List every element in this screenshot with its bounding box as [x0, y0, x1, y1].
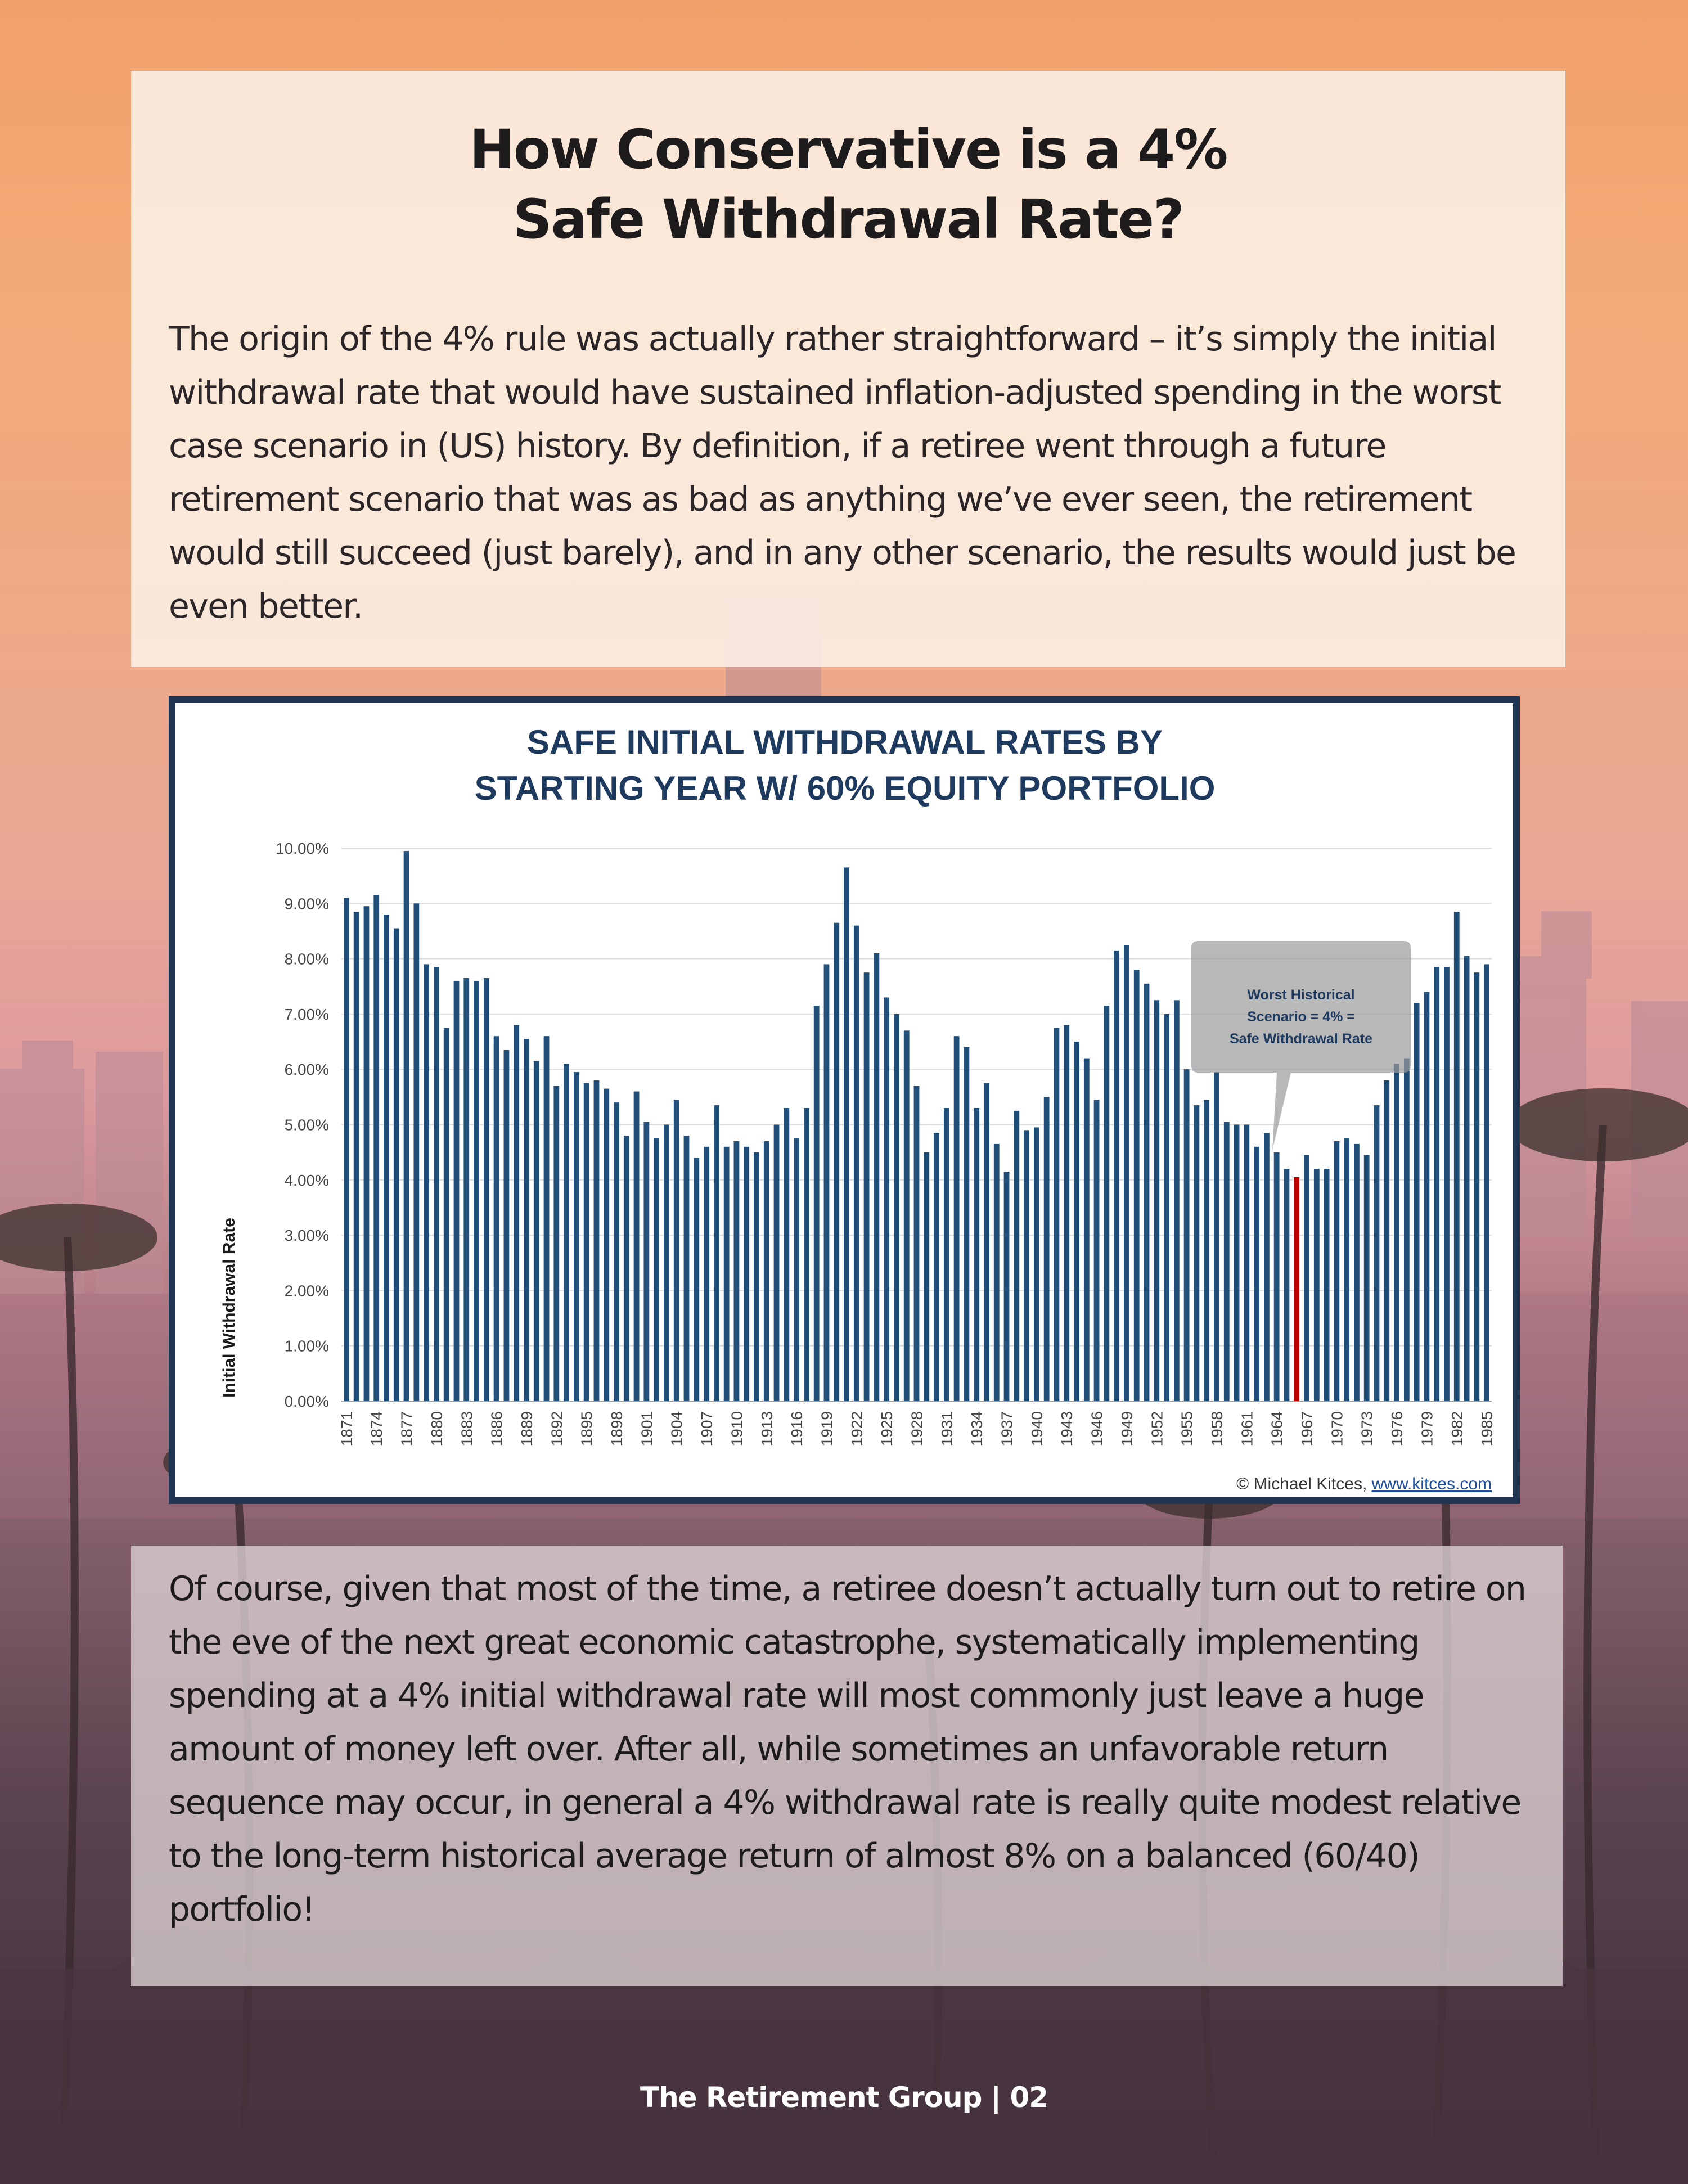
bar [514, 1025, 519, 1401]
x-tick-label: 1931 [938, 1411, 956, 1447]
intro-paragraph: The origin of the 4% rule was actually rather straightforward – it’s simply the initial withdrawal rate that would have sustained inflation-adjusted spending in the worst case scenario in (US) history. By definition, if a retiree went through a future retirement scenario that was as bad as anything we’ve ever seen, the retirement would still succeed (just barely), and in any other scenario, the results would just be even better. [169, 319, 1516, 626]
bar [1434, 967, 1439, 1401]
title-line-1: How Conservative is a 4% [469, 118, 1227, 181]
bar [1144, 984, 1150, 1401]
y-tick-label: 3.00% [284, 1227, 329, 1245]
bar [494, 1036, 499, 1401]
bar [424, 964, 429, 1401]
bar [1284, 1169, 1290, 1401]
x-tick-label: 1982 [1448, 1411, 1466, 1447]
bar [1184, 1069, 1190, 1401]
bar [974, 1108, 979, 1401]
x-tick-label: 1928 [908, 1411, 926, 1447]
bar [1384, 1080, 1389, 1401]
y-tick-label: 9.00% [284, 895, 329, 913]
x-tick-label: 1937 [998, 1411, 1016, 1447]
bar [764, 1141, 769, 1401]
bar [553, 1086, 559, 1401]
x-tick-label: 1877 [398, 1411, 416, 1447]
y-tick-label: 1.00% [284, 1337, 329, 1355]
bar [434, 967, 439, 1401]
conclusion-panel [131, 1546, 1563, 1986]
y-tick-label: 0.00% [284, 1393, 329, 1410]
x-tick-label: 1895 [578, 1411, 596, 1447]
bar [1444, 967, 1450, 1401]
bar [794, 1138, 799, 1401]
bar [934, 1133, 939, 1401]
bar [964, 1047, 970, 1401]
bar [634, 1092, 640, 1401]
x-tick-label: 1889 [517, 1411, 535, 1447]
bar [463, 978, 469, 1401]
bar [1084, 1059, 1090, 1401]
credit-link[interactable]: www.kitces.com [1371, 1475, 1492, 1493]
bar [1394, 1064, 1399, 1401]
bar [1074, 1042, 1079, 1401]
bar [1224, 1122, 1230, 1401]
bar [1024, 1130, 1029, 1401]
bar [624, 1136, 629, 1401]
bar [684, 1136, 690, 1401]
x-tick-label: 1883 [458, 1411, 476, 1447]
bar [454, 981, 460, 1401]
x-tick-label: 1946 [1088, 1411, 1106, 1447]
y-tick-label: 5.00% [284, 1116, 329, 1134]
bar [704, 1147, 709, 1401]
x-tick-labels [338, 1411, 1496, 1446]
bar [1124, 945, 1129, 1401]
x-tick-label: 1904 [668, 1411, 686, 1447]
x-tick-label: 1916 [788, 1411, 806, 1447]
bar [804, 1108, 809, 1401]
annotation-line-2: Scenario = 4% = [1247, 1009, 1355, 1025]
x-tick-label: 1925 [878, 1411, 896, 1447]
bar [1064, 1025, 1069, 1401]
y-tick-label: 4.00% [284, 1171, 329, 1189]
bar [384, 915, 389, 1401]
bar [1264, 1133, 1270, 1401]
bar [504, 1050, 510, 1401]
credit-prefix: © Michael Kitces, [1236, 1475, 1372, 1493]
intro-panel [131, 71, 1565, 667]
bar [394, 929, 399, 1401]
x-tick-label: 1958 [1208, 1411, 1226, 1447]
bar [534, 1061, 539, 1401]
bar-worst-case [1294, 1177, 1299, 1401]
bar [984, 1083, 989, 1401]
chart-frame [169, 696, 1520, 1504]
x-tick-label: 1880 [427, 1411, 445, 1447]
bar [544, 1036, 550, 1401]
bar [354, 912, 359, 1401]
bar [1274, 1152, 1280, 1401]
x-tick-label: 1967 [1298, 1411, 1316, 1447]
bar [1364, 1155, 1370, 1401]
bar [734, 1141, 740, 1401]
bar [584, 1083, 589, 1401]
bar [364, 906, 370, 1401]
chart-container [175, 703, 1513, 1497]
bar [844, 867, 849, 1401]
bar [1484, 964, 1489, 1401]
bar [444, 1028, 449, 1401]
x-tick-label: 1964 [1268, 1411, 1286, 1447]
bar [1194, 1105, 1200, 1401]
x-tick-label: 1901 [638, 1411, 656, 1447]
bar [1004, 1172, 1010, 1401]
bar [404, 851, 409, 1401]
page-footer: The Retirement Group | 02 [640, 2081, 1048, 2114]
bar [954, 1036, 960, 1401]
bar [1374, 1105, 1380, 1401]
y-axis-label: Initial Withdrawal Rate [220, 1218, 238, 1398]
bar [1104, 1006, 1109, 1401]
bar [1334, 1141, 1339, 1401]
conclusion-paragraph: Of course, given that most of the time, a retiree doesn’t actually turn out to retire on the eve of the next great economic catastrophe, systematically implementing spending at a 4% initial withdrawal rate will most commonly just leave a huge amount of money left over. After all, while sometimes an unfavorable return sequence may occur, in general a 4% withdrawal rate is really quite modest relative to the long-term historical average return of almost 8% on a balanced (60/40) portfolio! [169, 1569, 1526, 1929]
bar [1324, 1169, 1330, 1401]
x-tick-label: 1874 [368, 1411, 386, 1447]
bar [1154, 1000, 1159, 1401]
bar [1014, 1111, 1019, 1401]
bar [854, 926, 859, 1401]
bar [674, 1100, 679, 1401]
bar [994, 1144, 1000, 1401]
chart-credit [1236, 1475, 1492, 1493]
bar [344, 898, 349, 1401]
bar [774, 1125, 780, 1402]
bar [744, 1147, 749, 1401]
x-tick-label: 1973 [1358, 1411, 1376, 1447]
bar [574, 1072, 579, 1401]
bar [664, 1125, 669, 1402]
x-tick-label: 1976 [1388, 1411, 1406, 1447]
x-tick-label: 1955 [1178, 1411, 1196, 1447]
bar [694, 1158, 699, 1401]
page-title [131, 115, 1565, 254]
bar [1464, 956, 1470, 1401]
bar [1414, 1003, 1420, 1401]
chart-title-line-2: STARTING YEAR W/ 60% EQUITY PORTFOLIO [474, 769, 1216, 807]
bar [924, 1152, 929, 1401]
x-tick-label: 1907 [698, 1411, 716, 1447]
bar [1044, 1097, 1050, 1401]
x-tick-label: 1934 [968, 1411, 986, 1447]
bar [1034, 1127, 1039, 1401]
x-tick-label: 1940 [1028, 1411, 1046, 1447]
y-tick-labels [276, 840, 329, 1410]
x-tick-label: 1952 [1148, 1411, 1166, 1447]
x-tick-label: 1913 [758, 1411, 776, 1447]
bar [884, 997, 889, 1401]
bar [1254, 1147, 1259, 1401]
bar [894, 1014, 899, 1401]
x-tick-label: 1919 [818, 1411, 836, 1447]
bar [1314, 1169, 1320, 1401]
bar [1474, 972, 1479, 1401]
annotation-line-1: Worst Historical [1247, 987, 1355, 1003]
bar [474, 981, 479, 1401]
bar [904, 1030, 910, 1401]
bar [814, 1006, 820, 1401]
bar [1424, 992, 1430, 1401]
bar [1404, 1059, 1410, 1401]
bar [834, 923, 839, 1401]
bar [614, 1102, 619, 1401]
bar [824, 964, 830, 1401]
bar [1134, 970, 1140, 1401]
bar [1174, 1000, 1180, 1401]
bar [604, 1089, 609, 1401]
withdrawal-rate-chart [175, 703, 1513, 1497]
bar [874, 953, 879, 1401]
x-tick-label: 1979 [1418, 1411, 1436, 1447]
bar [1114, 951, 1119, 1401]
annotation-line-3: Safe Withdrawal Rate [1229, 1031, 1373, 1047]
bar [373, 895, 379, 1401]
x-tick-label: 1922 [848, 1411, 866, 1447]
bar [654, 1138, 659, 1401]
bar [413, 903, 419, 1401]
x-tick-label: 1886 [488, 1411, 506, 1447]
x-tick-label: 1898 [608, 1411, 626, 1447]
bar [564, 1064, 569, 1401]
bar [914, 1086, 920, 1401]
y-tick-label: 2.00% [284, 1282, 329, 1300]
bar [1454, 912, 1460, 1401]
x-tick-label: 1871 [337, 1411, 355, 1447]
bar [1204, 1100, 1209, 1401]
y-tick-label: 6.00% [284, 1061, 329, 1079]
x-tick-label: 1910 [728, 1411, 746, 1447]
bar [1094, 1100, 1100, 1401]
bar [944, 1108, 949, 1401]
bar [714, 1105, 719, 1401]
bar [724, 1147, 730, 1401]
x-tick-label: 1961 [1238, 1411, 1256, 1447]
bar [1214, 1072, 1219, 1401]
bar [1344, 1138, 1349, 1401]
title-line-2: Safe Withdrawal Rate? [513, 188, 1183, 251]
chart-title-line-1: SAFE INITIAL WITHDRAWAL RATES BY [526, 723, 1163, 761]
bar [1234, 1125, 1240, 1402]
bar [784, 1108, 789, 1401]
bar [524, 1039, 529, 1401]
bar [1354, 1144, 1360, 1401]
bar [864, 972, 870, 1401]
x-tick-label: 1970 [1328, 1411, 1346, 1447]
bar [594, 1080, 600, 1401]
bar [643, 1122, 649, 1401]
y-tick-label: 8.00% [284, 950, 329, 968]
y-tick-label: 10.00% [276, 840, 329, 857]
bar [1244, 1125, 1249, 1402]
bar [1054, 1028, 1060, 1401]
x-tick-label: 1985 [1478, 1411, 1496, 1447]
bar [1304, 1155, 1309, 1401]
bar [1164, 1014, 1169, 1401]
bars [344, 851, 1489, 1401]
bar [754, 1152, 759, 1401]
y-tick-label: 7.00% [284, 1005, 329, 1023]
x-tick-label: 1943 [1058, 1411, 1076, 1447]
x-tick-label: 1949 [1118, 1411, 1136, 1447]
x-tick-label: 1892 [548, 1411, 566, 1447]
bar [484, 978, 489, 1401]
